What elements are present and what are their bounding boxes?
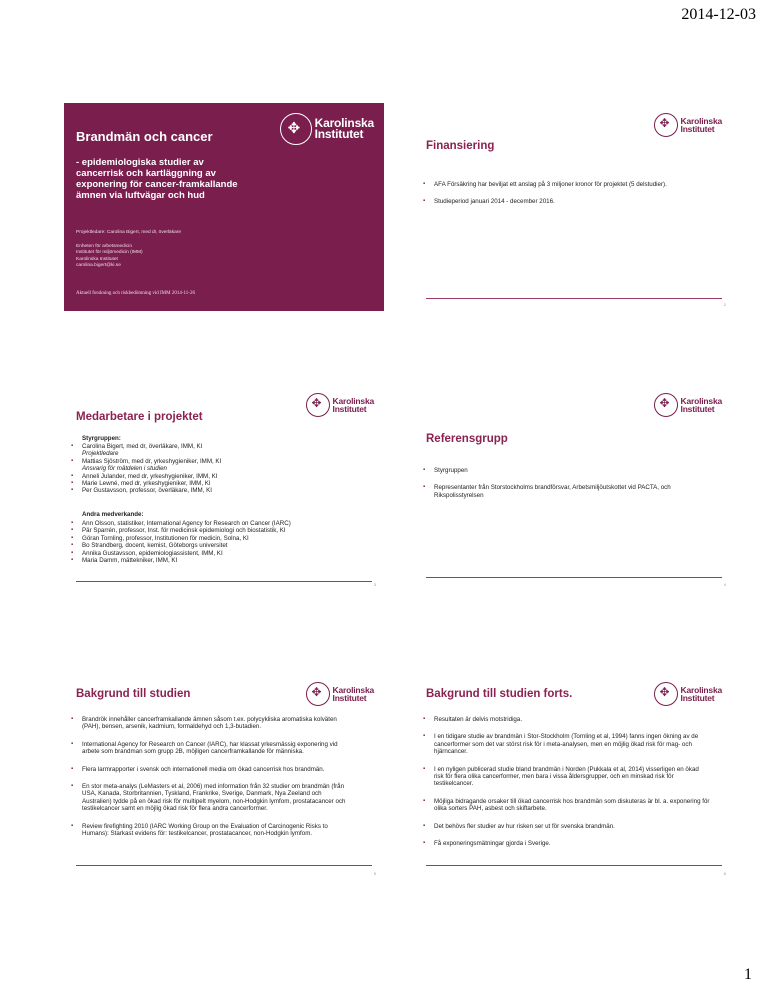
list-item: ▪ Resultaten är delvis motstridiga. [420,716,710,723]
slide-number: 5 [373,871,376,876]
list-item: ▪ Styrgruppen [420,467,710,474]
ki-seal-icon [654,113,678,137]
list-item: ▪ Pär Sparrén, professor, Inst. för medicinsk epidemiologi och biostatistik, KI [68,527,368,534]
contributors-list [68,520,368,564]
list-item: ▪ En stor meta-analys (LeMasters et al, 2006) med information från 32 studier om brandmän (från USA, Kanada, Storbritannien, Tyskland, Frankrike, Sverige, Danmark, Nya Zeeland och Australien) tydde på en ökad risk för multipelt myelom, non-Hodgkin lymfom, prostatacancer och testikelcancer samt en möjlig ökad risk för flera andra cancerformer. [68,783,348,813]
list-item: ▪ Det behövs fler studier av hur risken ser ut för svenska brandmän. [420,823,710,830]
project-lead: Projektledare: Carolina Bigert, med dr, överläkare [76,230,182,235]
slide-title: Brandmän och cancer [76,129,213,144]
steering-group-list [68,443,368,495]
divider [426,577,722,578]
ki-seal-icon [280,113,312,145]
list-item: ▪ Mattias Sjöström, med dr, yrkeshygieniker, IMM, KI Ansvarig för mätdelen i studien [68,458,368,473]
list-item: ▪ I en tidigare studie av brandmän i Stor-Stockholm (Tornling et al, 1994) fanns ingen ökning av de cancerformer som det var störst risk för i meta-analysen, men en möjlig ökad risk för mag- och hjärncancer. [420,733,710,755]
ki-seal-icon [306,682,330,706]
list-item: ▪ Per Gustavsson, professor, överläkare, IMM, KI [68,487,368,494]
list-item: ▪ Maria Damm, mättekniker, IMM, KI [68,557,368,564]
slide-1 [64,103,384,311]
list-item: ▪ Få exponeringsmätningar gjorda i Sverige. [420,840,710,847]
group-heading: Styrgruppen: [82,435,121,442]
divider [76,581,372,582]
list-item: ▪ Marie Lewné, med dr, yrkeshygieniker, IMM, KI [68,480,368,487]
slide-number: 3 [373,582,376,587]
slide-subtitle: - epidemiologiska studier av cancerrisk och kartläggning av exponering för cancer-framkallande ämnen via luftvägar och hud [76,157,238,201]
list-item: ▪ Brandrök innehåller cancerframkallande ämnen såsom t.ex. polycykliska aromatiska kolväten (PAH), bensen, arsenik, kadmium, formaldehyd och 1,3-butadien. [68,716,348,731]
list-item: ▪ Studieperiod januari 2014 - december 2016. [420,198,700,205]
ki-logo: ✥ Karolinska Institutet [654,682,722,706]
divider [76,865,372,866]
print-date: 2014-12-03 [681,6,756,23]
list-item: ▪ Bo Strandberg, docent, kemist, Göteborgs universitet [68,542,368,549]
bullet-list [420,467,710,499]
ki-seal-icon [654,682,678,706]
affiliation: Enheten för arbetsmedicin Institutet för miljömedicin (IMM) Karolinska Institutet carolina.bigert@ki.se [76,244,143,269]
list-item: ▪ Annika Gustavsson, epidemiologiassistent, IMM, KI [68,550,368,557]
slide-2 [414,103,734,311]
bullet-list [420,716,710,847]
ki-logo: ✥ Karolinska Institutet [654,113,722,137]
ki-logo: ✥ Karolinska Institutet [280,113,374,145]
slide-heading: Bakgrund till studien forts. [426,688,573,700]
divider [426,298,722,299]
slide-5 [64,672,384,880]
list-item: ▪ Anneli Julander, med dr, yrkeshygieniker, IMM, KI [68,473,368,480]
slide-heading: Bakgrund till studien [76,688,191,700]
slide-4 [414,383,734,591]
list-item: ▪ Göran Tornling, professor, Institutionen för medicin, Solna, KI [68,535,368,542]
slide-number: 2 [723,302,726,307]
slide-heading: Referensgrupp [426,433,508,445]
list-item: ▪ Review firefighting 2010 (IARC Working Group on the Evaluation of Carcinogenic Risks to Humans): Starkast evidens för: testikelcancer, prostatacancer, non-Hodgkin lymfom. [68,823,348,838]
list-item: ▪ AFA Försäkring har beviljat ett anslag på 3 miljoner kronor för projektet (5 delstudier). [420,181,700,188]
slide-heading: Finansiering [426,140,495,152]
list-item: ▪ Möjliga bidragande orsaker till ökad cancerrisk hos brandmän som diskuteras är bl. a. exponering för olika sorters PAH, asbest och skiftarbete. [420,798,710,813]
list-item: ▪ Carolina Bigert, med dr, överläkare, IMM, KI Projektledare [68,443,368,458]
slide-3 [64,383,384,591]
divider [426,865,722,866]
slide-number: 4 [723,582,726,587]
slide-6 [414,672,734,880]
bullet-list [420,181,700,206]
group-heading: Andra medverkande: [82,511,144,518]
list-item: ▪ I en nyligen publicerad studie bland brandmän i Norden (Pukkala et al, 2014) visserligen en ökad risk för flera olika cancerformer, men bara i vissa åldersgrupper, och en minskad risk för testikelcancer. [420,766,710,788]
slide-heading: Medarbetare i projektet [76,411,203,423]
ki-logo: ✥ Karolinska Institutet [306,393,374,417]
list-item: ▪ Ann Olsson, statistiker, International Agency for Research on Cancer (IARC) [68,520,368,527]
slide-number: 6 [723,871,726,876]
page-number: 1 [744,966,752,983]
ki-seal-icon [306,393,330,417]
list-item: ▪ International Agency for Research on Cancer (IARC), har klassat yrkesmässig exponering vid arbete som brandman som grupp 2B, möjligen cancerframkallande för människa. [68,741,348,756]
list-item: ▪ Flera larmrapporter i svensk och internationell media om ökad cancerrisk hos brandmän. [68,766,348,773]
list-item: ▪ Representanter från Storstockholms brandförsvar, Arbetsmiljöutskottet vid PACTA, och Rikspolisstyrelsen [420,484,710,499]
ki-logo: ✥ Karolinska Institutet [654,393,722,417]
ki-logo: ✥ Karolinska Institutet [306,682,374,706]
bullet-list [68,716,348,837]
slide-footer: Aktuell forskning och riskbedömning vid IMM 2014-11-26 [76,291,195,296]
ki-seal-icon [654,393,678,417]
